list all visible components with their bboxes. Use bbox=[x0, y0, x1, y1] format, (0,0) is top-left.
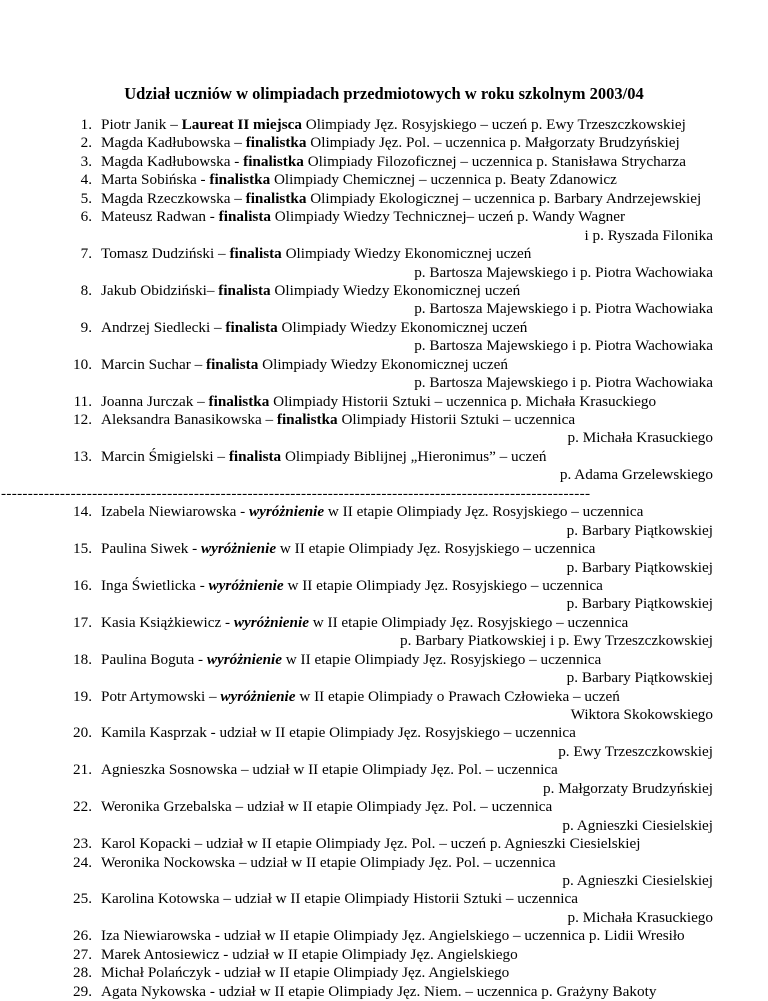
list-item-continuation bbox=[0, 559, 768, 577]
list-item-continuation bbox=[0, 780, 768, 798]
list-item bbox=[0, 761, 768, 779]
item-text bbox=[101, 798, 552, 816]
award-label: Laureat II miejsca bbox=[181, 116, 302, 133]
student-name: Magda Rzeczkowska – bbox=[101, 189, 246, 207]
student-name: Paulina Siwek - bbox=[101, 540, 201, 558]
item-number: 19. bbox=[73, 687, 92, 705]
list-item bbox=[0, 356, 768, 374]
item-text bbox=[101, 503, 643, 521]
olympiad-description: Olimpiady Historii Sztuki – uczennica p. Michała Krasuckiego bbox=[269, 392, 657, 410]
student-name: Agata Nykowska - udział w II etapie Olimpiady Jęz. Niem. – uczennica p. Grażyny Bakoty bbox=[101, 982, 657, 1000]
teacher-name: p. Barbary Piątkowskiej bbox=[566, 669, 713, 687]
item-text bbox=[101, 577, 603, 595]
item-text bbox=[101, 153, 686, 171]
item-text bbox=[101, 688, 620, 706]
list-item bbox=[0, 577, 768, 595]
list-item-continuation bbox=[0, 743, 768, 761]
award-label: finalista bbox=[218, 281, 271, 299]
item-text bbox=[101, 448, 546, 466]
item-number: 28. bbox=[73, 964, 92, 982]
student-name: Karol Kopacki – udział w II etapie Olimpiady Jęz. Pol. – uczeń p. Agnieszki Ciesielskiej bbox=[101, 835, 641, 853]
teacher-name: p. Barbary Piątkowskiej bbox=[566, 521, 713, 539]
item-number: 23. bbox=[73, 835, 92, 853]
olympiad-description: Olimpiady Biblijnej „Hieronimus” – uczeń bbox=[281, 447, 547, 465]
olympiad-description: Olimpiady Jęz. Rosyjskiego – uczeń p. Ewy Trzeszczkowskiej bbox=[301, 116, 686, 133]
item-text bbox=[101, 964, 509, 982]
item-number: 20. bbox=[73, 724, 92, 742]
item-number: 18. bbox=[73, 650, 92, 668]
award-label: finalista bbox=[229, 245, 282, 263]
item-text bbox=[101, 208, 625, 226]
list-item-continuation bbox=[0, 466, 768, 484]
item-number: 16. bbox=[73, 576, 92, 594]
list-item-continuation bbox=[0, 522, 768, 540]
award-label: finalista bbox=[218, 208, 271, 226]
item-number: 17. bbox=[73, 613, 92, 631]
item-number: 15. bbox=[73, 540, 92, 558]
award-label: finalista bbox=[225, 318, 278, 336]
student-name: Weronika Grzebalska – udział w II etapie Olimpiady Jęz. Pol. – uczennica bbox=[101, 798, 553, 816]
student-name: Kasia Książkiewicz - bbox=[101, 613, 234, 631]
list-item bbox=[0, 190, 768, 208]
item-number: 3. bbox=[80, 152, 92, 170]
item-text bbox=[101, 171, 617, 189]
award-label: finalistka bbox=[209, 171, 271, 189]
entry-list bbox=[0, 116, 768, 1001]
award-label: wyróżnienie bbox=[220, 687, 296, 705]
item-number: 11. bbox=[73, 392, 92, 410]
teacher-name: p. Barbary Piątkowskiej bbox=[566, 558, 713, 576]
item-text bbox=[101, 835, 640, 853]
list-item bbox=[0, 116, 768, 134]
item-number: 13. bbox=[73, 447, 92, 465]
student-name: Marta Sobińska - bbox=[101, 171, 210, 189]
list-item-continuation bbox=[0, 595, 768, 613]
list-item bbox=[0, 946, 768, 964]
olympiad-description: Olimpiady Historii Sztuki – uczennica bbox=[337, 411, 576, 428]
student-name: Andrzej Siedlecki – bbox=[101, 318, 226, 336]
document-title: Udział uczniów w olimpiadach przedmiotowych w roku szkolnym 2003/04 bbox=[124, 84, 644, 103]
teacher-name: p. Małgorzaty Brudzyńskiej bbox=[543, 779, 713, 797]
student-name: Mateusz Radwan - bbox=[101, 208, 219, 226]
list-item bbox=[0, 927, 768, 945]
student-name: Tomasz Dudziński – bbox=[101, 245, 230, 263]
item-number: 6. bbox=[80, 208, 92, 226]
teacher-name: p. Michała Krasuckiego bbox=[567, 908, 713, 926]
item-number: 2. bbox=[80, 134, 92, 152]
item-text bbox=[101, 411, 575, 429]
student-name: Michał Polańczyk - udział w II etapie Olimpiady Jęz. Angielskiego bbox=[101, 964, 510, 982]
olympiad-description: w II etapie Olimpiady Jęz. Rosyjskiego – uczennica bbox=[283, 576, 603, 594]
item-text bbox=[101, 319, 527, 337]
item-text bbox=[101, 651, 601, 669]
award-label: wyróżnienie bbox=[249, 503, 325, 521]
olympiad-description: Olimpiady Jęz. Pol. – uczennica p. Małgorzaty Brudzyńskiej bbox=[306, 134, 680, 152]
item-text bbox=[101, 190, 701, 208]
award-label: finalistka bbox=[208, 392, 270, 410]
olympiad-description: Olimpiady Wiedzy Technicznej– uczeń p. Wandy Wagner bbox=[271, 208, 626, 226]
student-name: Inga Świetlicka - bbox=[101, 576, 209, 594]
list-item bbox=[0, 798, 768, 816]
olympiad-description: w II etapie Olimpiady Jęz. Rosyjskiego – uczennica bbox=[308, 613, 629, 631]
student-name: Marek Antosiewicz - udział w II etapie Olimpiady Jęz. Angielskiego bbox=[101, 945, 518, 963]
item-number: 12. bbox=[73, 411, 92, 428]
list-item bbox=[0, 282, 768, 300]
olympiad-description: w II etapie Olimpiady Jęz. Rosyjskiego – uczennica bbox=[276, 540, 596, 558]
student-name: Magda Kadłubowska - bbox=[101, 152, 244, 170]
list-item-continuation bbox=[0, 669, 768, 687]
teacher-name: p. Bartosza Majewskiego i p. Piotra Wachowiaka bbox=[414, 337, 713, 355]
list-item-continuation bbox=[0, 817, 768, 835]
item-number: 1. bbox=[80, 116, 92, 133]
list-item-continuation bbox=[0, 337, 768, 355]
list-item bbox=[0, 854, 768, 872]
student-name: Marcin Śmigielski – bbox=[101, 447, 229, 465]
list-item bbox=[0, 614, 768, 632]
item-number: 25. bbox=[73, 890, 92, 908]
olympiad-description: w II etapie Olimpiady o Prawach Człowieka – uczeń bbox=[295, 687, 620, 705]
list-item bbox=[0, 208, 768, 226]
teacher-name: p. Bartosza Majewskiego i p. Piotra Wachowiaka bbox=[414, 263, 713, 281]
list-item-continuation bbox=[0, 909, 768, 927]
award-label: finalista bbox=[206, 355, 259, 373]
item-number: 9. bbox=[80, 318, 92, 336]
student-name: Weronika Nockowska – udział w II etapie Olimpiady Jęz. Pol. – uczennica bbox=[101, 853, 556, 871]
olympiad-description: Olimpiady Wiedzy Ekonomicznej uczeń bbox=[258, 355, 508, 373]
section-divider: -------------------------------------------------------------------------------------------------------------- bbox=[1, 484, 591, 502]
item-text bbox=[101, 282, 520, 300]
list-item-continuation bbox=[0, 264, 768, 282]
olympiad-description: w II etapie Olimpiady Jęz. Rosyjskiego – uczennica bbox=[281, 650, 602, 668]
list-item bbox=[0, 835, 768, 853]
list-item bbox=[0, 411, 768, 429]
item-number: 8. bbox=[80, 281, 92, 299]
list-item-continuation bbox=[0, 429, 768, 447]
teacher-name: p. Michała Krasuckiego bbox=[567, 429, 713, 447]
award-label: finalistka bbox=[245, 189, 307, 207]
list-item-continuation bbox=[0, 872, 768, 890]
student-name: Marcin Suchar – bbox=[101, 355, 207, 373]
award-label: finalistka bbox=[276, 411, 338, 428]
student-name: Joanna Jurczak – bbox=[101, 392, 209, 410]
item-number: 26. bbox=[73, 927, 92, 945]
list-item-continuation bbox=[0, 300, 768, 318]
item-number: 29. bbox=[73, 982, 92, 1000]
student-name: Kamila Kasprzak - udział w II etapie Olimpiady Jęz. Rosyjskiego – uczennica bbox=[101, 724, 576, 742]
item-number: 7. bbox=[80, 245, 92, 263]
olympiad-description: Olimpiady Ekologicznej – uczennica p. Barbary Andrzejewskiej bbox=[306, 189, 702, 207]
list-item bbox=[0, 503, 768, 521]
item-text bbox=[101, 761, 558, 779]
teacher-name: p. Adama Grzelewskiego bbox=[559, 466, 713, 484]
list-item-continuation bbox=[0, 706, 768, 724]
list-item bbox=[0, 319, 768, 337]
teacher-name: i p. Ryszada Filonika bbox=[584, 226, 713, 244]
student-name: Agnieszka Sosnowska – udział w II etapie Olimpiady Jęz. Pol. – uczennica bbox=[101, 761, 558, 779]
award-label: wyróżnienie bbox=[206, 650, 282, 668]
student-name: Izabela Niewiarowska - bbox=[101, 503, 250, 521]
item-text bbox=[101, 946, 518, 964]
item-number: 24. bbox=[73, 853, 92, 871]
item-text bbox=[101, 116, 686, 134]
award-label: finalistka bbox=[245, 134, 307, 152]
item-text bbox=[101, 890, 578, 908]
olympiad-description: Olimpiady Wiedzy Ekonomicznej uczeń bbox=[277, 318, 528, 336]
teacher-name: p. Bartosza Majewskiego i p. Piotra Wachowiaka bbox=[414, 374, 713, 392]
list-item bbox=[0, 393, 768, 411]
olympiad-description: w II etapie Olimpiady Jęz. Rosyjskiego – uczennica bbox=[324, 503, 644, 521]
list-item bbox=[0, 153, 768, 171]
item-number: 21. bbox=[73, 761, 92, 779]
award-label: wyróżnienie bbox=[208, 576, 284, 594]
item-number: 27. bbox=[73, 945, 92, 963]
teacher-name: Wiktora Skokowskiego bbox=[570, 706, 713, 723]
list-item bbox=[0, 890, 768, 908]
item-text bbox=[101, 724, 576, 742]
student-name: Iza Niewiarowska - udział w II etapie Olimpiady Jęz. Angielskiego – uczennica p. Lidii Wresiło bbox=[101, 927, 685, 945]
item-text bbox=[101, 540, 595, 558]
list-item-continuation bbox=[0, 227, 768, 245]
item-text bbox=[101, 356, 508, 374]
award-label: wyróżnienie bbox=[233, 613, 309, 631]
item-number: 4. bbox=[80, 171, 92, 189]
list-item bbox=[0, 245, 768, 263]
student-name: Jakub Obidziński– bbox=[101, 281, 219, 299]
teacher-name: p. Ewy Trzeszczkowskiej bbox=[558, 742, 713, 760]
list-item-continuation bbox=[0, 374, 768, 392]
list-item bbox=[0, 540, 768, 558]
teacher-name: p. Agnieszki Ciesielskiej bbox=[562, 871, 713, 889]
item-number: 14. bbox=[73, 503, 92, 521]
item-text bbox=[101, 393, 656, 411]
award-label: wyróżnienie bbox=[200, 540, 277, 558]
olympiad-description: Olimpiady Filozoficznej – uczennica p. Stanisława Strycharza bbox=[303, 152, 686, 170]
student-name: Magda Kadłubowska – bbox=[101, 134, 246, 152]
award-label: finalistka bbox=[243, 152, 304, 170]
list-item bbox=[0, 724, 768, 742]
olympiad-description: Olimpiady Chemicznej – uczennica p. Beaty Zdanowicz bbox=[270, 171, 617, 189]
item-number: 10. bbox=[73, 355, 92, 373]
student-name: Aleksandra Banasikowska – bbox=[101, 411, 277, 428]
item-text bbox=[101, 245, 531, 263]
item-text bbox=[101, 614, 628, 632]
teacher-name: p. Barbary Piatkowskiej i p. Ewy Trzeszczkowskiej bbox=[400, 632, 713, 650]
teacher-name: p. Agnieszki Ciesielskiej bbox=[562, 816, 713, 834]
item-number: 5. bbox=[80, 189, 92, 207]
student-name: Potr Artymowski – bbox=[101, 687, 221, 705]
list-item-continuation bbox=[0, 632, 768, 650]
item-text bbox=[101, 854, 556, 872]
list-item bbox=[0, 651, 768, 669]
list-item bbox=[0, 134, 768, 152]
teacher-name: p. Barbary Piątkowskiej bbox=[566, 595, 713, 613]
student-name: Karolina Kotowska – udział w II etapie Olimpiady Historii Sztuki – uczennica bbox=[101, 890, 579, 908]
olympiad-description: Olimpiady Wiedzy Ekonomicznej uczeń bbox=[270, 281, 521, 299]
item-text bbox=[101, 927, 685, 945]
teacher-name: p. Bartosza Majewskiego i p. Piotra Wachowiaka bbox=[414, 300, 713, 318]
list-item bbox=[0, 983, 768, 1001]
list-item bbox=[0, 171, 768, 189]
item-text bbox=[101, 134, 680, 152]
list-item bbox=[0, 688, 768, 706]
student-name: Piotr Janik – bbox=[101, 116, 182, 133]
item-text bbox=[101, 983, 656, 1001]
list-item bbox=[0, 448, 768, 466]
student-name: Paulina Boguta - bbox=[101, 650, 207, 668]
award-label: finalista bbox=[228, 447, 282, 465]
list-item bbox=[0, 964, 768, 982]
olympiad-description: Olimpiady Wiedzy Ekonomicznej uczeń bbox=[281, 245, 532, 263]
item-number: 22. bbox=[73, 798, 92, 816]
